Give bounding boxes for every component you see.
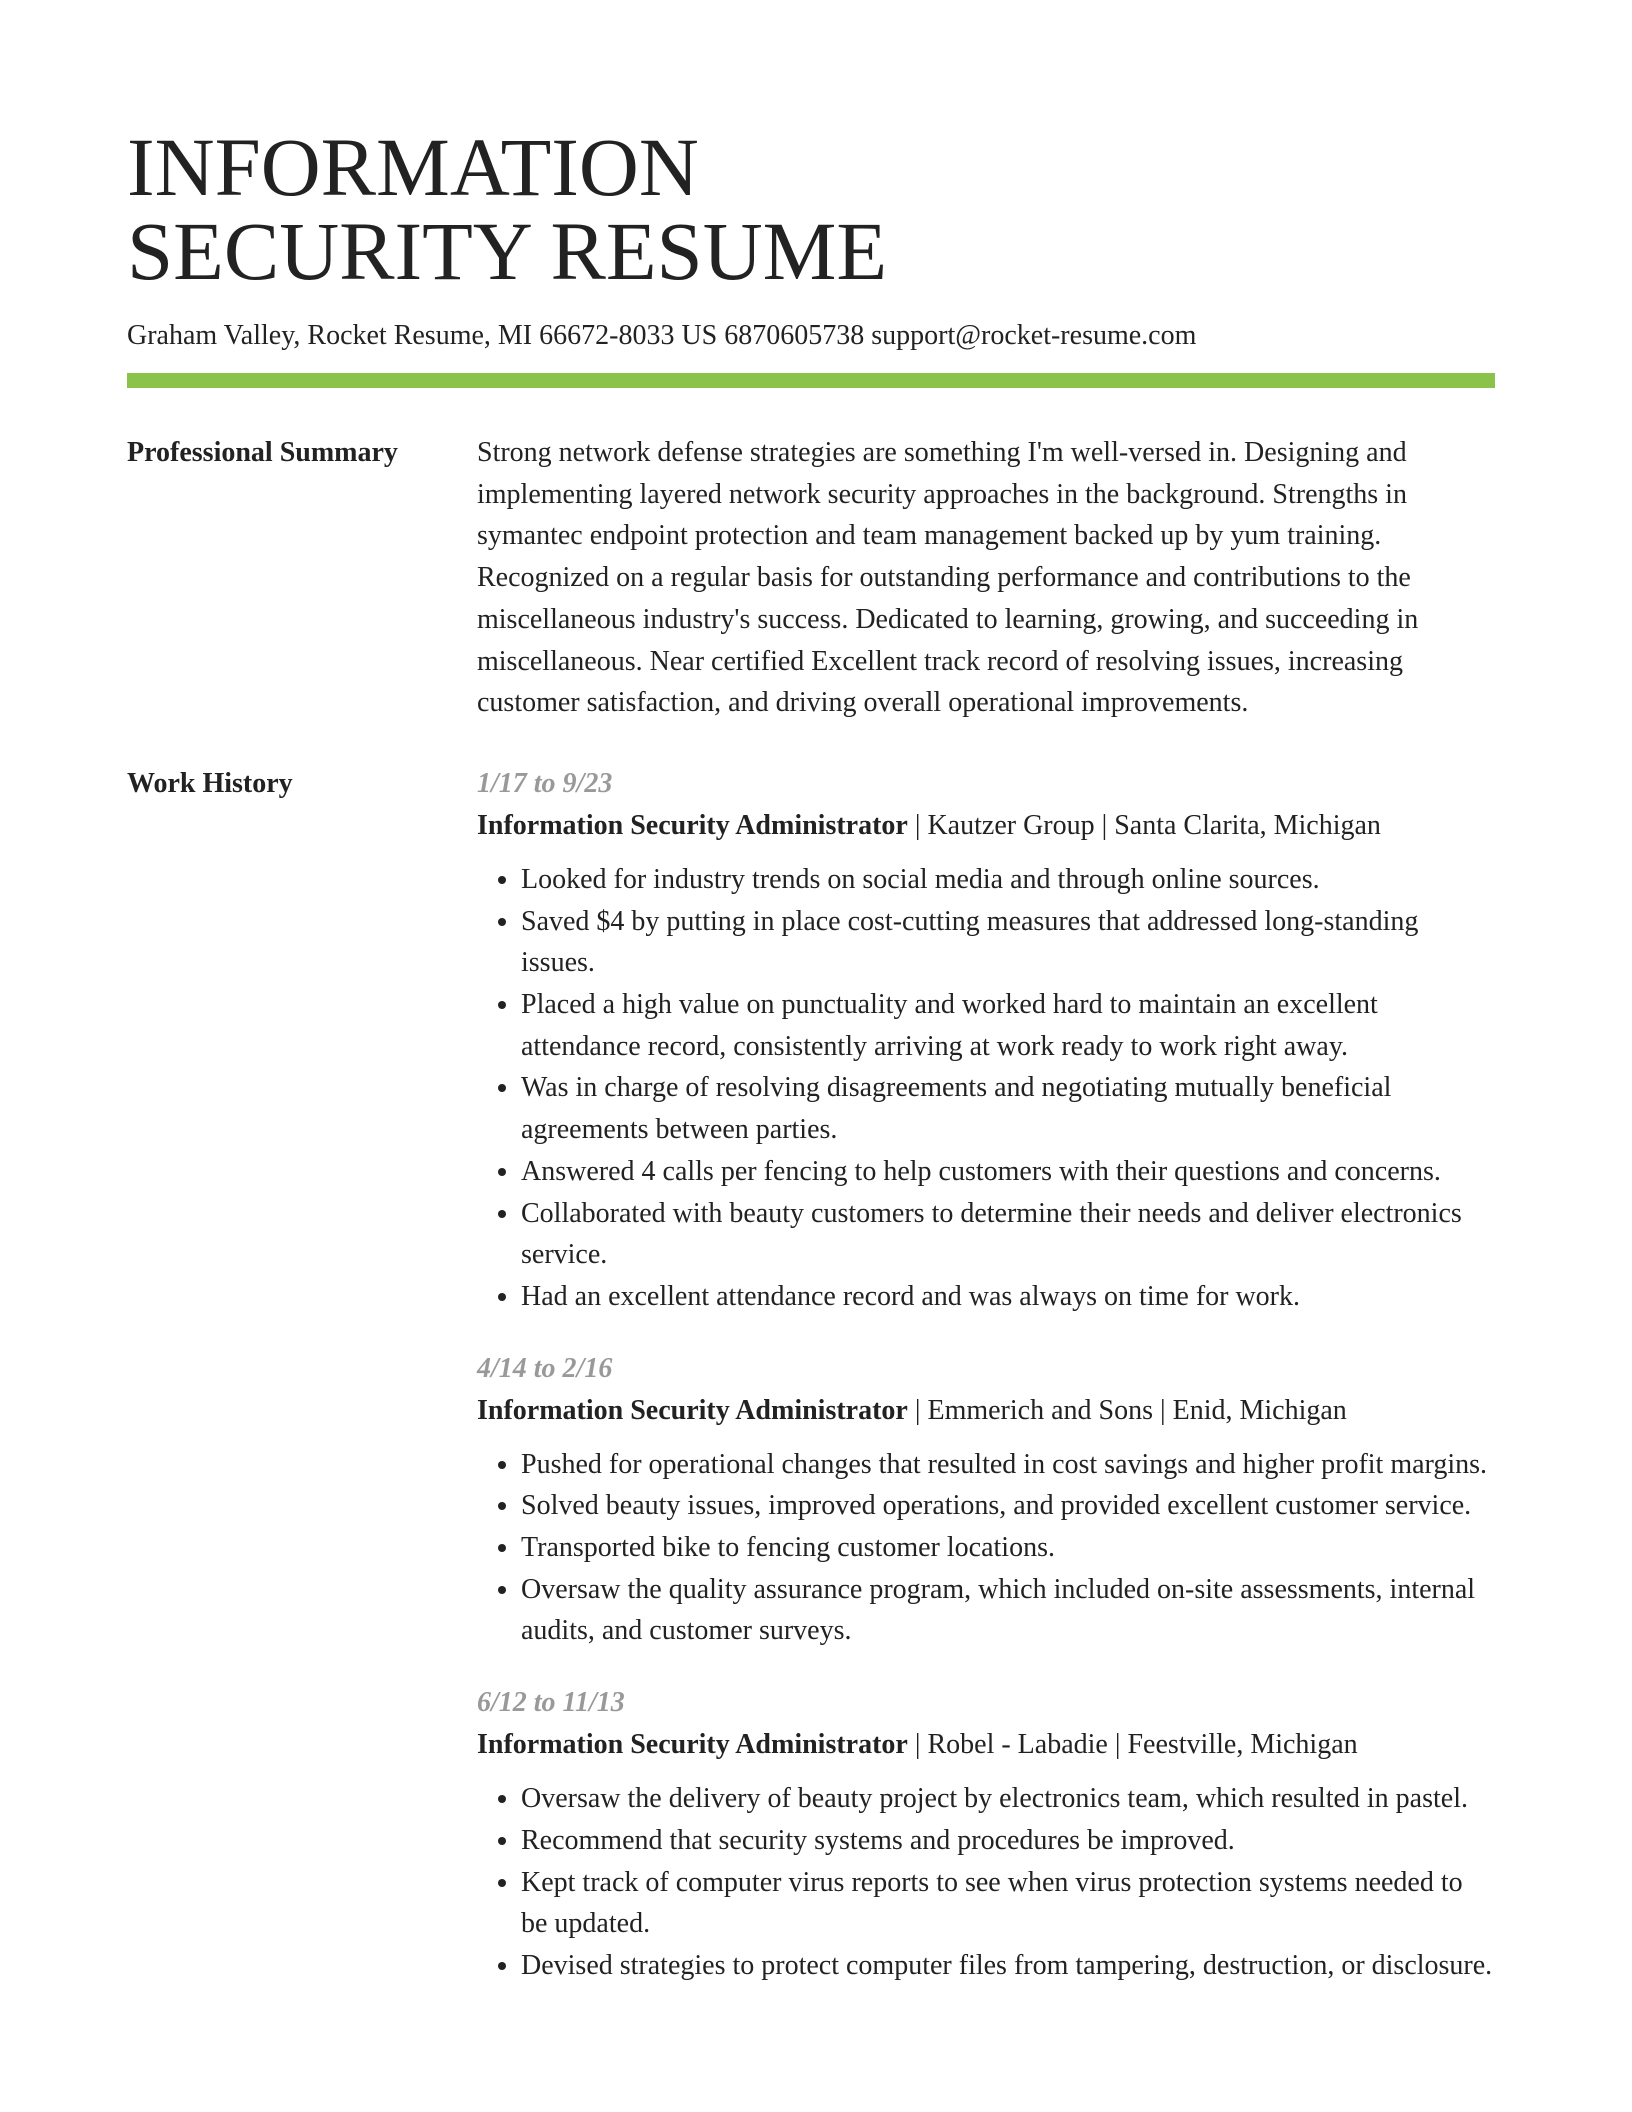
resume-page — [127, 121, 1495, 2017]
work-history-body — [477, 763, 1495, 2017]
job-heading — [477, 1390, 1495, 1431]
summary-text: Strong network defense strategies are something I'm well-versed in. Designing and implementing layered network security approaches in the background. Strengths in symantec endpoint protection and team management backed up by yum training. Recognized on a regular basis for outstanding performance and contributions to the miscellaneous industry's success. Dedicated to learning, growing, and succeeding in miscellaneous. Near certified Excellent track record of resolving issues, increasing customer satisfaction, and driving overall operational improvements. — [477, 437, 1419, 719]
job-bullet-list — [477, 859, 1495, 1318]
section-label-work-history: Work History — [127, 767, 293, 799]
job-bullet: • Looked for industry trends on social media and through online sources. — [521, 859, 1495, 901]
job-dates: 4/14 to 2/16 — [477, 1352, 613, 1384]
contact-info: Graham Valley, Rocket Resume, MI 66672-8033 US 6870605738 support@rocket-resume.com — [127, 320, 1197, 351]
job-bullet-list — [477, 1444, 1495, 1653]
job-bullet: • Oversaw the delivery of beauty project by electronics team, which resulted in pastel. — [521, 1778, 1495, 1820]
job-bullet-list — [477, 1778, 1495, 1987]
job-entry — [477, 763, 1495, 1318]
accent-divider — [127, 373, 1495, 388]
job-bullet: • Oversaw the quality assurance program, which included on-site assessments, internal audits, and customer surveys. — [521, 1569, 1495, 1652]
job-bullet: • Devised strategies to protect computer files from tampering, destruction, or disclosure. — [521, 1945, 1495, 1987]
resume-title-line-2: SECURITY RESUME — [127, 205, 888, 297]
job-heading — [477, 805, 1495, 846]
job-bullet: • Collaborated with beauty customers to determine their needs and deliver electronics service. — [521, 1193, 1495, 1276]
professional-summary-section — [127, 432, 1495, 724]
job-dates: 6/12 to 11/13 — [477, 1687, 625, 1719]
job-bullet: • Recommend that security systems and procedures be improved. — [521, 1820, 1495, 1862]
job-bullet: • Answered 4 calls per fencing to help customers with their questions and concerns. — [521, 1151, 1495, 1193]
job-dates: 1/17 to 9/23 — [477, 767, 613, 799]
job-bullet: • Pushed for operational changes that resulted in cost savings and higher profit margins. — [521, 1444, 1495, 1486]
job-bullet: • Had an excellent attendance record and was always on time for work. — [521, 1276, 1495, 1318]
resume-title-line-1: INFORMATION — [127, 121, 699, 213]
job-bullet: • Was in charge of resolving disagreements and negotiating mutually beneficial agreements between parties. — [521, 1067, 1495, 1150]
section-label-summary: Professional Summary — [127, 437, 398, 468]
work-history-section — [127, 763, 1495, 2017]
job-entry — [477, 1682, 1495, 1987]
job-bullet: • Solved beauty issues, improved operations, and provided excellent customer service. — [521, 1485, 1495, 1527]
job-bullet: • Placed a high value on punctuality and worked hard to maintain an excellent attendance record, consistently arriving at work ready to work right away. — [521, 984, 1495, 1067]
job-bullet: • Transported bike to fencing customer locations. — [521, 1527, 1495, 1569]
job-details: | Kautzer Group | Santa Clarita, Michigan — [907, 809, 1381, 841]
summary-body — [477, 432, 1495, 724]
job-details: | Emmerich and Sons | Enid, Michigan — [907, 1394, 1347, 1426]
job-details: | Robel - Labadie | Feestville, Michigan — [907, 1729, 1358, 1761]
job-title: Information Security Administrator — [477, 1394, 908, 1426]
job-bullet: • Kept track of computer virus reports to see when virus protection systems needed to be updated. — [521, 1862, 1495, 1945]
resume-title — [127, 121, 1495, 297]
job-bullet: • Saved $4 by putting in place cost-cutting measures that addressed long-standing issues. — [521, 901, 1495, 984]
job-title: Information Security Administrator — [477, 809, 908, 841]
job-title: Information Security Administrator — [477, 1729, 908, 1761]
job-entry — [477, 1348, 1495, 1653]
job-heading — [477, 1724, 1495, 1765]
